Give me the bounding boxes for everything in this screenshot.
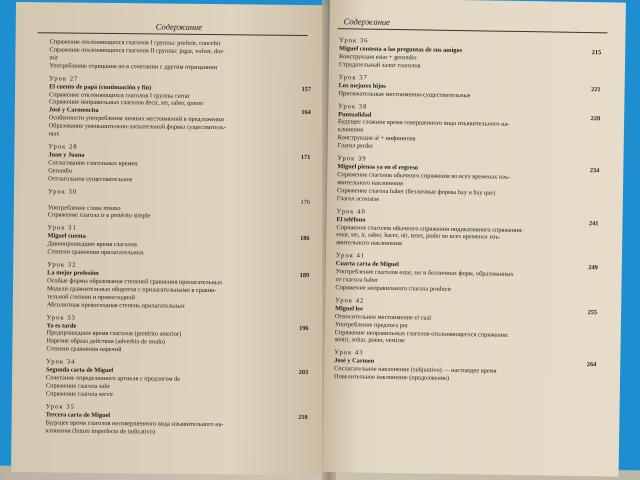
- page-number: 234: [589, 167, 600, 175]
- topic-line: Сослагательное наклонение (subjuntivo) — настоящее время: [334, 365, 497, 375]
- toc-entry: [337, 155, 600, 207]
- topic-line: Особые формы образования степеней сравнения прилагательных: [47, 277, 223, 287]
- topic-line: Спряжение отклоняющихся глаголов II группы: jugar, volver, dor-: [49, 46, 225, 56]
- topic-line: Сочетание определенного артикля с предлогом de: [46, 374, 181, 383]
- page-number: 203: [298, 369, 309, 377]
- toc-entry: [47, 225, 309, 259]
- topic-line: Спряжение глаголов обычного спряжения индикативного спряжения:: [336, 223, 523, 234]
- page-number: 164: [301, 109, 311, 117]
- topic-line: Будущее сложное время совершенного вида изъявительного на-: [337, 118, 510, 129]
- lesson-title-text: Ya es tarde: [46, 321, 77, 330]
- lesson-title-text: Cuarta carta de Miguel: [335, 260, 400, 269]
- toc-entry: [334, 349, 596, 385]
- page-number: 249: [588, 264, 598, 272]
- lesson-number: Урок 41: [335, 252, 366, 260]
- lesson-title-text: Los mejores hijos: [338, 81, 386, 90]
- left-header-rule: [38, 32, 308, 36]
- topic-line: Спряжение отклоняющихся глаголов I группы cerrar: [48, 90, 190, 100]
- topic-line: от глагола haber: [335, 276, 379, 284]
- toc-entry: [48, 143, 310, 185]
- toc-entry: [49, 75, 311, 109]
- lesson-title-text: Miguel cuenta: [47, 232, 86, 241]
- topic-line: Спряжение неправильных глаголов отклоняющегося спряжения:: [334, 328, 509, 339]
- page-number: 255: [587, 308, 598, 317]
- topic-line: Спряжение глагола servir: [45, 390, 114, 398]
- toc-entry: [335, 252, 598, 296]
- topic-line: Образование уменьшительно-ласкательной формы существитель-: [48, 122, 226, 132]
- topic-line: Спряжение неправильных глаголов decir, ser, saber, querer: [48, 98, 204, 108]
- page-number: 189: [299, 272, 310, 280]
- topic-line: явительного наклонения: [336, 239, 402, 248]
- topic-line: тельной степени и превосходной: [46, 293, 135, 302]
- left-page-header: Содержание: [155, 21, 203, 32]
- topic-line: Употребление глаголов estar, ser и безличных форм, образованных: [335, 268, 514, 279]
- page-number: 228: [590, 114, 601, 122]
- topic-line: Спряжение неправильного глагола producir: [335, 284, 452, 293]
- lesson-title-text: Puntualidad: [338, 110, 372, 119]
- topic-line: sentir, soltar, poner, vestirse: [334, 336, 405, 345]
- lesson-number: Урок 40: [336, 207, 366, 216]
- topic-line: Глагол perder: [337, 142, 374, 150]
- topic-line: Страдательный залог глаголов: [338, 60, 421, 70]
- toc-entry: [339, 37, 601, 73]
- toc-entry: [336, 208, 599, 252]
- topic-line: Употребление отрицания no в сочетании с другим отрицанием: [49, 62, 218, 71]
- lesson-title-text: Segunda carta de Miguel: [46, 366, 114, 375]
- topic-line: Спряжение отклоняющихся глаголов I группы: preferir, concebir: [49, 38, 221, 48]
- toc-entry: [335, 297, 598, 349]
- toc-entry: [338, 103, 601, 155]
- toc-entry: [49, 38, 311, 72]
- page-number: 186: [300, 235, 310, 243]
- lesson-title-text: José y Carmen: [334, 357, 375, 366]
- topic-line: Отглагольное существительное: [48, 175, 133, 183]
- lesson-number: Урок 33: [46, 313, 76, 322]
- topic-line: Конструкция al + инфинитив: [337, 134, 416, 143]
- page-number: 221: [591, 85, 601, 93]
- topic-line: Относительное местоимение el cual: [334, 312, 432, 322]
- lesson-number: Урок 43: [334, 349, 364, 357]
- lesson-number: Урок 38: [338, 102, 368, 111]
- topic-line: Притяжательные местоимения-существительные: [338, 89, 471, 99]
- lesson-title-text: Juan y Juana: [48, 151, 85, 159]
- topic-line: Спряжение глагола ir в pretérito simple: [47, 211, 151, 220]
- page-number: 210: [298, 413, 308, 421]
- right-page-header: Содержание: [343, 16, 391, 27]
- topic-line: Предпрошедшее время глаголов (pretérito anterior): [46, 329, 182, 339]
- lesson-number: Урок 37: [338, 73, 368, 82]
- lesson-number: Урок 42: [335, 296, 365, 305]
- toc-entry: [46, 359, 308, 401]
- toc-entry: [48, 188, 310, 222]
- toc-entry: [45, 403, 307, 437]
- topic-line: явительного наклонения: [337, 179, 403, 188]
- lesson-title-text: Tercera carta de Miguel: [45, 411, 111, 419]
- lesson-title-text: El teléfono: [336, 215, 366, 224]
- topic-line: Конструкция estar + gerundio: [339, 53, 417, 62]
- topic-line: Употребление предлога por: [334, 320, 409, 329]
- lesson-title-text: José y Carmencita: [48, 106, 99, 115]
- lesson-title-text: Miguel contesta a las preguntas de sus amigos: [339, 45, 463, 55]
- toc-entry: [47, 261, 309, 311]
- toc-entry: [49, 107, 311, 141]
- topic-line: Gerundio: [48, 167, 73, 175]
- topic-line: клонения: [337, 126, 364, 134]
- topic-line: Абсолютная превосходная степень прилагательных: [46, 300, 185, 310]
- lesson-number: Урок 31: [47, 224, 77, 232]
- topic-line: Глагол acostarse: [336, 194, 380, 203]
- page-number: 264: [586, 361, 597, 369]
- lesson-title-text: El cuento de papá (continuación y fin): [49, 82, 152, 92]
- page-number: 215: [591, 49, 602, 57]
- left-page: [11, 2, 328, 475]
- topic-line: Особенности употребления личных местоимений в предложении: [48, 114, 224, 124]
- page-number: 196: [299, 324, 309, 332]
- lesson-number: Урок 30: [47, 187, 78, 196]
- right-toc-list: [334, 32, 601, 385]
- topic-line: Степени сравнения прилагательных: [47, 248, 144, 257]
- toc-entry: [338, 74, 600, 102]
- lesson-title-text: Miguel piensa ya en el regreso: [337, 163, 419, 172]
- left-toc-list: [45, 38, 311, 437]
- lesson-number: Урок 32: [47, 261, 77, 269]
- topic-line: mir: [49, 54, 59, 62]
- topic-line: estar, ser, ir, saber, hacer, oír, tener, poder во всех временах изъ-: [336, 231, 501, 242]
- lesson-number: Урок 27: [49, 74, 79, 83]
- page-number: 176: [300, 198, 310, 206]
- lesson-number: Урок 35: [45, 403, 75, 411]
- lesson-number: Урок 34: [46, 358, 76, 366]
- page-number: 157: [301, 85, 312, 93]
- toc-entry: [46, 314, 308, 356]
- lesson-number: Урок 39: [337, 155, 367, 163]
- topic-line: клонения (futuro imperfecto de indicativo): [45, 426, 155, 436]
- lesson-number: Урок 36: [339, 37, 369, 45]
- lesson-number: Урок 28: [48, 143, 78, 151]
- lesson-title-text: Miguel lee: [335, 304, 363, 313]
- page-number: 171: [300, 153, 311, 162]
- topic-line: ных: [48, 130, 60, 138]
- topic-line: Употребление слова mismo: [47, 203, 121, 212]
- page-number: 241: [588, 219, 599, 227]
- right-page: [323, 0, 626, 477]
- topic-line: Модели сравнительных оборотов с прилагательными в сравни-: [46, 285, 217, 294]
- topic-line: Наречие образа действия (adverbio de modo): [46, 337, 166, 346]
- lesson-title-text: La mejor profesión: [47, 269, 99, 277]
- topic-line: Степени сравнения наречий: [46, 345, 122, 354]
- topic-line: Повелительное наклонение (продолжение): [333, 373, 450, 383]
- topic-line: Спряжение глагола haber (безличные формы hay и hay que): [336, 186, 496, 197]
- topic-line: Будущее время глаголов несовершенного вида изъявительного на-: [45, 419, 224, 428]
- topic-line: Спряжение глаголов обычного спряжения во всех временах изъ-: [337, 171, 511, 181]
- topic-line: Давнопрошедшее время глаголов: [47, 240, 137, 249]
- topic-line: Согласование глагольных времен: [48, 159, 138, 168]
- topic-line: Спряжение глагола salir: [45, 382, 110, 391]
